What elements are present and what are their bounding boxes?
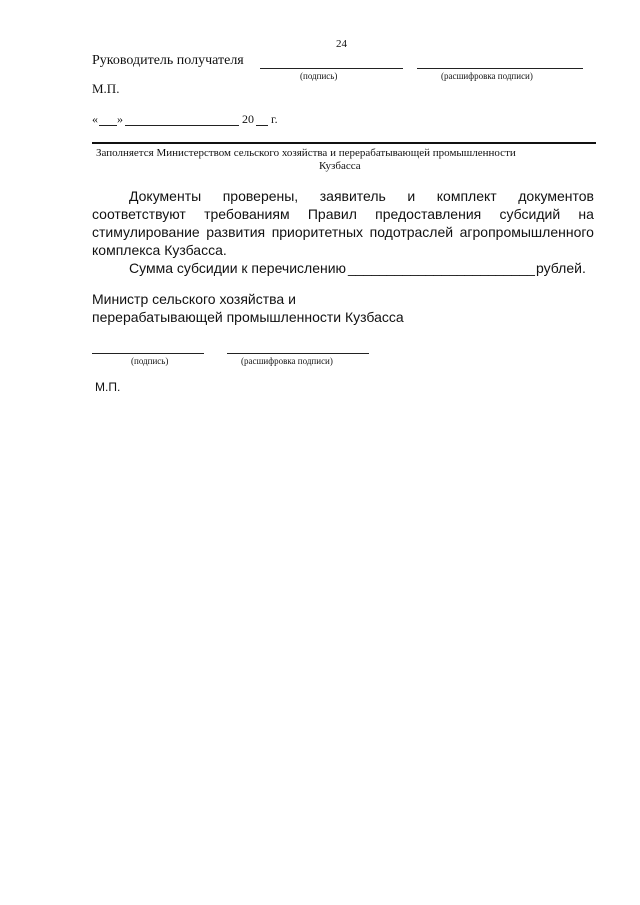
date-day-line	[99, 125, 117, 126]
date-month-line	[125, 125, 239, 126]
ministry-section-header-line2: Кузбасса	[319, 160, 361, 172]
paragraph-line: Документы проверены, заявитель и комплект документов	[129, 188, 594, 204]
paragraph-line: стимулирование развития приоритетных подотраслей агропромышленного	[92, 224, 594, 240]
subsidy-amount-label: Сумма субсидии к перечислению	[129, 260, 347, 276]
recipient-signature-line	[260, 68, 403, 69]
date-close-quote: »	[117, 112, 123, 126]
ministry-stamp: М.П.	[95, 380, 121, 394]
paragraph-line: комплекса Кузбасса.	[92, 242, 227, 258]
minister-decoding-caption: (расшифровка подписи)	[241, 356, 333, 366]
recipient-decoding-caption: (расшифровка подписи)	[441, 71, 533, 81]
date-year-prefix: 20	[242, 112, 254, 126]
recipient-stamp: М.П.	[92, 81, 120, 96]
minister-decoding-line	[227, 353, 369, 354]
minister-signature-caption: (подпись)	[131, 356, 169, 366]
date-year-suffix: г.	[271, 112, 278, 126]
date-open-quote: «	[92, 112, 98, 126]
paragraph-line: соответствуют требованиям Правил предоставления субсидий на	[92, 206, 594, 222]
ministry-section-header-line1: Заполняется Министерством сельского хозяйства и перерабатывающей промышленности	[96, 147, 516, 159]
subsidy-amount-unit: рублей.	[536, 260, 586, 276]
page-number: 24	[336, 38, 347, 50]
minister-signature-line	[92, 353, 204, 354]
minister-title-line1: Министр сельского хозяйства и	[92, 291, 296, 307]
section-divider	[92, 142, 596, 144]
recipient-decoding-line	[417, 68, 583, 69]
minister-title-line2: перерабатывающей промышленности Кузбасса	[92, 309, 404, 325]
date-year-line	[256, 125, 268, 126]
subsidy-amount-blank: ________________________	[348, 260, 535, 276]
recipient-head-label: Руководитель получателя	[92, 53, 244, 68]
recipient-signature-caption: (подпись)	[300, 71, 338, 81]
